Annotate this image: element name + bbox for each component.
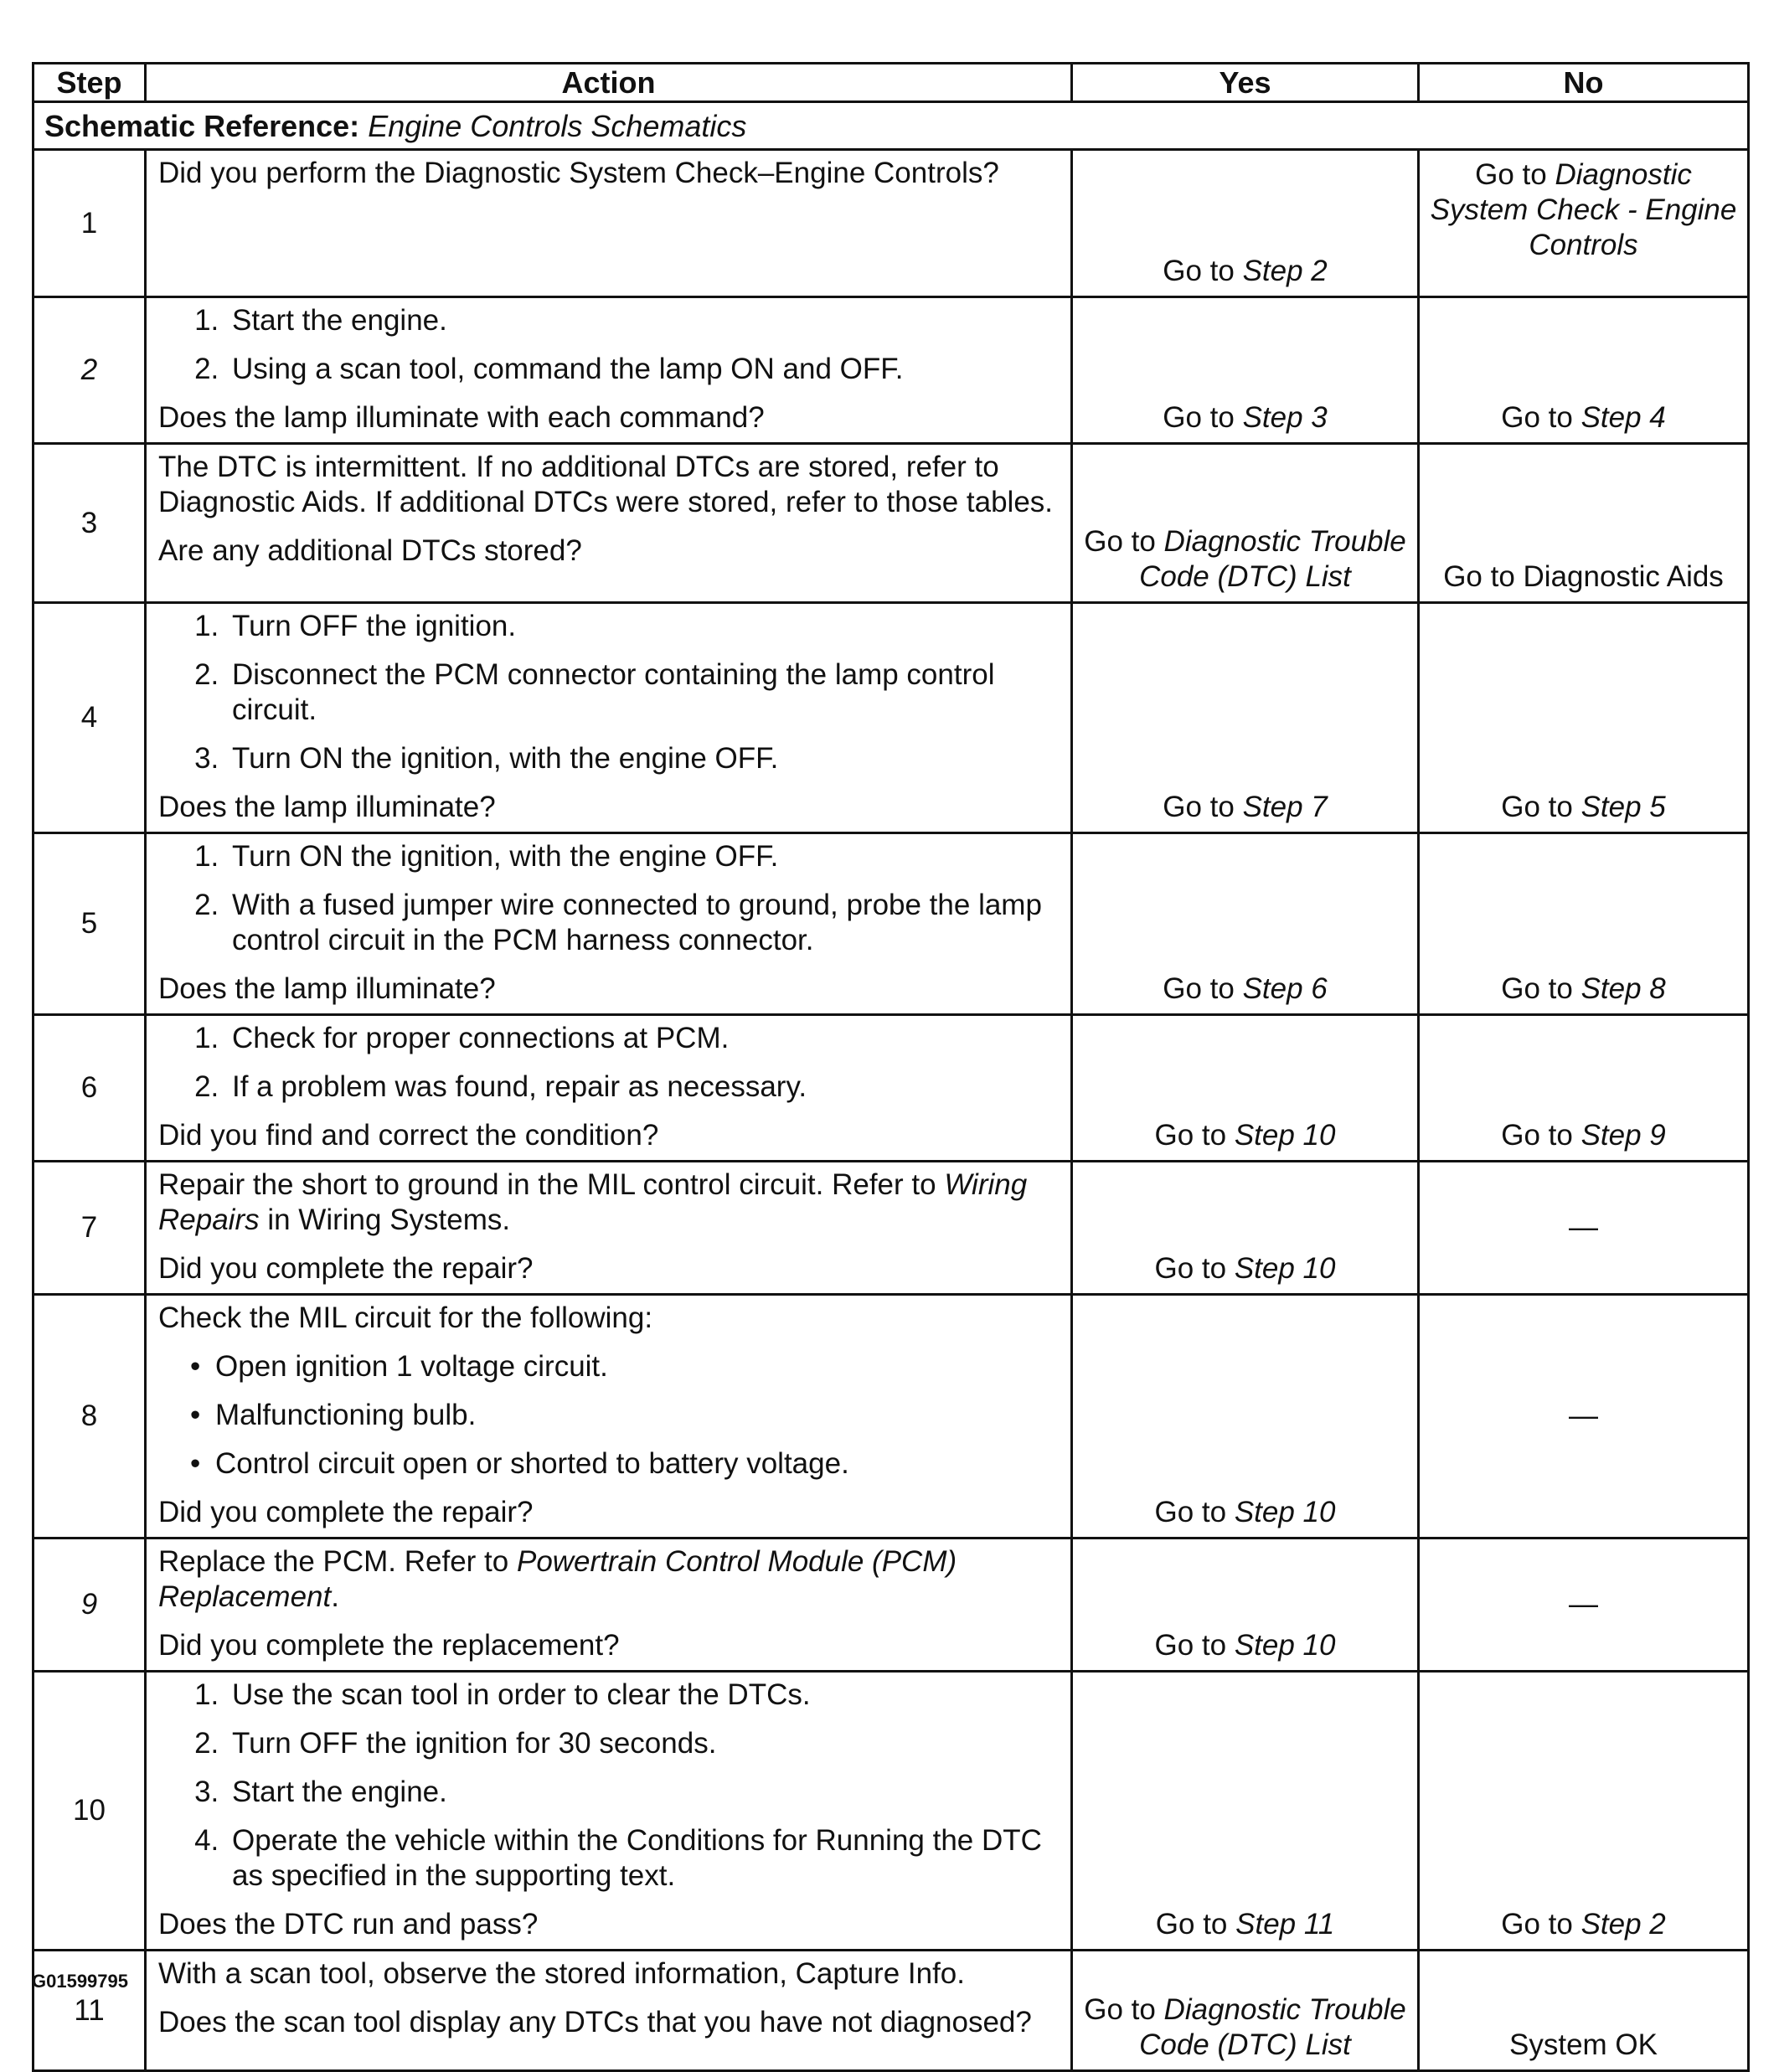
action-bullet: • Open ignition 1 voltage circuit. [215,1349,1059,1384]
action-cell [146,1951,1072,2071]
action-cell [146,1162,1072,1295]
no-text: System OK [1509,2028,1658,2062]
yes-cell [1072,444,1419,603]
no-link: Diagnostic System Check - Engine Controls [1430,158,1737,262]
step-number: 4 [34,603,146,833]
action-question: Does the scan tool display any DTCs that you have not diagnosed? [158,2006,1032,2039]
yes-link: Step 10 [1234,1252,1336,1286]
yes-prefix: Go to [1163,972,1243,1006]
step-row-9 [34,1539,1749,1672]
yes-cell [1072,1951,1419,2071]
yes-link: Diagnostic Trouble Code (DTC) List [1139,525,1406,594]
yes-cell [1072,1162,1419,1295]
action-bullets [158,1349,1059,1482]
no-prefix: Go to [1501,1119,1581,1152]
action-step: 2. Using a scan tool, command the lamp ON and OFF. [227,352,1059,387]
action-text: Check the MIL circuit for the following: [158,1301,653,1335]
no-cell [1419,1672,1749,1951]
no-text: — [1569,1399,1598,1433]
step-number: 6 [34,1015,146,1162]
step-row-5 [34,833,1749,1015]
no-cell [1419,1015,1749,1162]
action-step: 1. Use the scan tool in order to clear the DTCs. [227,1678,1059,1713]
action-steps [158,303,1059,387]
action-step: 3. Turn ON the ignition, with the engine OFF. [227,741,1059,776]
yes-cell [1072,150,1419,297]
step-row-8 [34,1295,1749,1539]
yes-link: Step 10 [1234,1119,1336,1152]
no-cell [1419,1295,1749,1539]
action-text: The DTC is intermittent. If no additional DTCs are stored, refer to Diagnostic Aids. If additional DTCs were stored, refer to those tables. [158,451,1054,519]
yes-prefix: Go to [1084,1993,1164,2027]
no-cell [1419,1539,1749,1672]
yes-cell [1072,603,1419,833]
action-question: Does the lamp illuminate? [158,972,496,1006]
action-cell [146,833,1072,1015]
action-question: Did you complete the repair? [158,1252,534,1286]
figure-id: G01599795 [32,1971,128,1992]
action-cell [146,297,1072,444]
step-number: 3 [34,444,146,603]
action-steps [158,609,1059,776]
action-cell [146,1539,1072,1672]
action-text-link: Powertrain Control Module (PCM) Replacement [158,1545,957,1614]
no-link: Step 4 [1580,401,1666,435]
no-cell [1419,1951,1749,2071]
action-question: Did you perform the Diagnostic System Check–Engine Controls? [158,157,999,190]
schematic-reference-value: Engine Controls Schematics [368,108,747,143]
header-row [34,64,1749,102]
action-text-suffix: in Wiring Systems. [259,1204,511,1237]
action-question: Did you find and correct the condition? [158,1119,659,1152]
step-number: 11 [34,1951,146,2071]
yes-link: Step 7 [1242,791,1328,824]
yes-link: Step 6 [1242,972,1328,1006]
step-number: 10 [34,1672,146,1951]
step-number: 7 [34,1162,146,1295]
yes-link: Step 2 [1242,255,1328,288]
step-number: 1 [34,150,146,297]
no-prefix: Go to [1501,401,1581,435]
yes-cell [1072,1539,1419,1672]
no-link: Step 5 [1580,791,1666,824]
action-steps [158,1021,1059,1105]
yes-cell [1072,1295,1419,1539]
action-step: 2. If a problem was found, repair as necessary. [227,1070,1059,1105]
step-number: 5 [34,833,146,1015]
action-cell [146,444,1072,603]
action-text-prefix: Repair the short to ground in the MIL control circuit. Refer to [158,1168,945,1202]
yes-cell [1072,1015,1419,1162]
yes-cell [1072,1672,1419,1951]
action-text [158,1167,1059,1238]
no-text: — [1569,1588,1598,1621]
action-text-prefix: Replace the PCM. Refer to [158,1545,517,1579]
header-step: Step [34,64,146,102]
yes-prefix: Go to [1163,255,1243,288]
action-step: 2. Turn OFF the ignition for 30 seconds. [227,1726,1059,1761]
schematic-reference [34,102,1749,150]
yes-prefix: Go to [1084,525,1164,559]
action-step: 4. Operate the vehicle within the Conditions for Running the DTC as specified in the supporting text. [227,1823,1059,1894]
action-step: 1. Start the engine. [227,303,1059,338]
yes-prefix: Go to [1154,1252,1235,1286]
action-step: 3. Start the engine. [227,1775,1059,1810]
schematic-reference-row [34,102,1749,150]
no-cell [1419,297,1749,444]
schematic-reference-label: Schematic Reference: [44,108,360,143]
step-row-3 [34,444,1749,603]
no-cell [1419,833,1749,1015]
no-text: — [1569,1211,1598,1245]
header-no: No [1419,64,1749,102]
step-row-7 [34,1162,1749,1295]
no-cell [1419,603,1749,833]
yes-prefix: Go to [1154,1496,1235,1529]
no-link: Step 8 [1580,972,1666,1006]
no-link: Step 9 [1580,1119,1666,1152]
no-cell [1419,150,1749,297]
no-text: Go to Diagnostic Aids [1443,560,1724,594]
yes-link: Step 10 [1234,1496,1336,1529]
yes-prefix: Go to [1154,1119,1235,1152]
header-action: Action [146,64,1072,102]
step-row-1 [34,150,1749,297]
step-row-11 [34,1951,1749,2071]
action-text: With a scan tool, observe the stored information, Capture Info. [158,1957,965,1991]
yes-link: Step 10 [1234,1629,1336,1662]
step-number: 2 [34,297,146,444]
yes-link: Step 3 [1242,401,1328,435]
no-prefix: Go to [1501,791,1581,824]
action-text [158,1544,1059,1615]
action-step: 2. Disconnect the PCM connector containing the lamp control circuit. [227,657,1059,728]
action-question: Did you complete the repair? [158,1496,534,1529]
no-link: Step 2 [1580,1908,1666,1941]
action-text-suffix: . [331,1580,339,1614]
header-yes: Yes [1072,64,1419,102]
no-prefix: Go to [1501,972,1581,1006]
action-question: Are any additional DTCs stored? [158,534,582,568]
action-cell [146,150,1072,297]
yes-prefix: Go to [1155,1908,1236,1941]
yes-link: Step 11 [1235,1908,1335,1941]
action-step: 1. Check for proper connections at PCM. [227,1021,1059,1056]
action-step: 1. Turn OFF the ignition. [227,609,1059,644]
yes-link: Diagnostic Trouble Code (DTC) List [1139,1993,1406,2062]
step-row-6 [34,1015,1749,1162]
action-cell [146,1295,1072,1539]
action-question: Does the lamp illuminate? [158,791,496,824]
no-prefix: Go to [1475,158,1555,192]
yes-prefix: Go to [1154,1629,1235,1662]
action-text-link: Wiring Repairs [158,1168,1028,1237]
no-cell [1419,1162,1749,1295]
action-step: 2. With a fused jumper wire connected to ground, probe the lamp control circuit in the PCM harness connector. [227,888,1059,958]
yes-prefix: Go to [1163,401,1243,435]
yes-cell [1072,833,1419,1015]
step-number: 9 [34,1539,146,1672]
action-bullet: • Malfunctioning bulb. [215,1398,1059,1433]
step-number: 8 [34,1295,146,1539]
action-step: 1. Turn ON the ignition, with the engine OFF. [227,839,1059,874]
action-bullet: • Control circuit open or shorted to battery voltage. [215,1446,1059,1482]
step-row-2 [34,297,1749,444]
action-steps [158,839,1059,958]
action-question: Did you complete the replacement? [158,1629,620,1662]
action-question: Does the lamp illuminate with each command? [158,401,765,435]
step-row-10 [34,1672,1749,1951]
action-cell [146,603,1072,833]
yes-cell [1072,297,1419,444]
yes-prefix: Go to [1163,791,1243,824]
action-steps [158,1678,1059,1894]
step-row-4 [34,603,1749,833]
no-cell [1419,444,1749,603]
no-prefix: Go to [1501,1908,1581,1941]
action-cell [146,1672,1072,1951]
action-question: Does the DTC run and pass? [158,1908,539,1941]
diagnostic-table [32,62,1750,2072]
action-cell [146,1015,1072,1162]
